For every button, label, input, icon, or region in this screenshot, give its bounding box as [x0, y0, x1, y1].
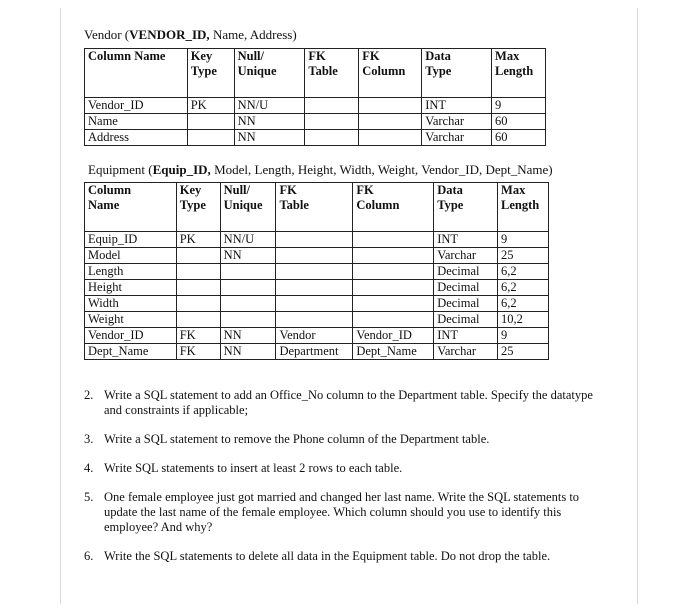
- table-row: [85, 328, 549, 344]
- question-text: One female employee just got married and changed her last name. Write the SQL statements to update the last name of the female employee. Which column should you use to identify this employee? And why?: [104, 490, 580, 534]
- table-cell: INT: [422, 98, 492, 114]
- table-cell: Name: [85, 114, 188, 130]
- table-cell: Decimal: [434, 280, 498, 296]
- table-cell: INT: [434, 328, 498, 344]
- table-row: [85, 312, 549, 328]
- table-row: [85, 280, 549, 296]
- table-cell: [276, 264, 353, 280]
- table-cell: NN: [220, 328, 276, 344]
- table-cell: [220, 280, 276, 296]
- table-cell: FK: [176, 344, 220, 360]
- table-cell: Decimal: [434, 312, 498, 328]
- table-cell: Decimal: [434, 296, 498, 312]
- table-cell: Varchar: [434, 344, 498, 360]
- question-text: Write the SQL statements to delete all data in the Equipment table. Do not drop the table.: [104, 549, 551, 563]
- question-list: [84, 388, 604, 578]
- question-text: Write a SQL statement to remove the Phone column of the Department table.: [104, 432, 490, 446]
- table-row: [85, 248, 549, 264]
- table-cell: 60: [492, 130, 546, 146]
- question-number: 5.: [84, 490, 94, 504]
- table-cell: Varchar: [422, 114, 492, 130]
- vendor-header-row: [85, 49, 546, 98]
- table-cell: Length: [85, 264, 177, 280]
- equipment-title-rest: Model, Length, Height, Width, Weight, Vendor_ID, Dept_Name): [214, 162, 553, 177]
- table-cell: [176, 312, 220, 328]
- table-cell: Equip_ID: [85, 232, 177, 248]
- table-row: [85, 264, 549, 280]
- table-cell: NN: [220, 344, 276, 360]
- table-cell: [187, 114, 234, 130]
- header-cell: Max Length: [498, 183, 549, 232]
- table-cell: 25: [498, 344, 549, 360]
- table-cell: Dept_Name: [85, 344, 177, 360]
- table-cell: [187, 130, 234, 146]
- header-cell: Data Type: [434, 183, 498, 232]
- table-cell: 9: [492, 98, 546, 114]
- table-cell: 6,2: [498, 264, 549, 280]
- table-row: [85, 344, 549, 360]
- question-number: 2.: [84, 388, 94, 402]
- table-cell: Vendor_ID: [85, 328, 177, 344]
- table-cell: [353, 264, 434, 280]
- table-cell: [305, 98, 359, 114]
- table-cell: [353, 280, 434, 296]
- table-cell: Height: [85, 280, 177, 296]
- table-row: [85, 114, 546, 130]
- question-item: [84, 388, 604, 418]
- table-cell: [305, 114, 359, 130]
- table-cell: [276, 312, 353, 328]
- table-cell: [359, 130, 422, 146]
- table-cell: NN: [234, 130, 305, 146]
- header-cell: Null/ Unique: [220, 183, 276, 232]
- table-cell: [353, 248, 434, 264]
- table-cell: [176, 248, 220, 264]
- table-cell: [353, 296, 434, 312]
- question-text: Write SQL statements to insert at least 2 rows to each table.: [104, 461, 403, 475]
- header-cell: Key Type: [187, 49, 234, 98]
- table-cell: Varchar: [434, 248, 498, 264]
- table-cell: [276, 280, 353, 296]
- table-cell: FK: [176, 328, 220, 344]
- question-item: [84, 549, 604, 564]
- table-cell: [176, 296, 220, 312]
- question-number: 6.: [84, 549, 94, 563]
- table-cell: Decimal: [434, 264, 498, 280]
- table-cell: INT: [434, 232, 498, 248]
- question-item: [84, 432, 604, 447]
- equipment-header-row: [85, 183, 549, 232]
- table-cell: [176, 264, 220, 280]
- header-cell: Key Type: [176, 183, 220, 232]
- table-row: [85, 98, 546, 114]
- table-cell: 10,2: [498, 312, 549, 328]
- question-item: [84, 490, 604, 535]
- table-cell: Model: [85, 248, 177, 264]
- vendor-title-name: Vendor: [84, 27, 122, 42]
- vendor-heading: Vendor (VENDOR_ID, Name, Address): [84, 27, 297, 42]
- table-cell: [359, 114, 422, 130]
- question-item: [84, 461, 604, 476]
- table-cell: [305, 130, 359, 146]
- table-cell: NN: [234, 114, 305, 130]
- vendor-table: [84, 48, 546, 146]
- table-cell: NN: [220, 248, 276, 264]
- table-cell: Weight: [85, 312, 177, 328]
- header-cell: Column Name: [85, 49, 188, 98]
- table-cell: [176, 280, 220, 296]
- equipment-table: [84, 182, 549, 360]
- table-row: [85, 232, 549, 248]
- table-cell: 25: [498, 248, 549, 264]
- vendor-title-rest: Name, Address): [212, 27, 297, 42]
- table-cell: [353, 312, 434, 328]
- equipment-title-key: Equip_ID,: [152, 162, 211, 177]
- table-cell: Vendor_ID: [353, 328, 434, 344]
- table-cell: 60: [492, 114, 546, 130]
- vendor-title-key: VENDOR_ID,: [129, 27, 210, 42]
- table-cell: [220, 296, 276, 312]
- header-cell: Column Name: [85, 183, 177, 232]
- table-cell: Department: [276, 344, 353, 360]
- table-cell: Varchar: [422, 130, 492, 146]
- equipment-title-name: Equipment: [88, 162, 146, 177]
- header-cell: Data Type: [422, 49, 492, 98]
- header-cell: Max Length: [492, 49, 546, 98]
- header-cell: FK Column: [359, 49, 422, 98]
- table-cell: 6,2: [498, 296, 549, 312]
- table-cell: 6,2: [498, 280, 549, 296]
- table-cell: PK: [176, 232, 220, 248]
- table-cell: [276, 296, 353, 312]
- table-cell: PK: [187, 98, 234, 114]
- header-cell: FK Table: [305, 49, 359, 98]
- question-text: Write a SQL statement to add an Office_No column to the Department table. Specify the datatype and constraints if applicable;: [104, 388, 593, 417]
- table-row: [85, 296, 549, 312]
- equipment-heading: Equipment (Equip_ID, Model, Length, Height, Width, Weight, Vendor_ID, Dept_Name): [88, 162, 553, 177]
- table-cell: 9: [498, 328, 549, 344]
- header-cell: FK Column: [353, 183, 434, 232]
- table-cell: [359, 98, 422, 114]
- table-cell: Vendor: [276, 328, 353, 344]
- table-cell: [353, 232, 434, 248]
- question-number: 4.: [84, 461, 94, 475]
- table-cell: NN/U: [220, 232, 276, 248]
- table-cell: [276, 248, 353, 264]
- header-cell: FK Table: [276, 183, 353, 232]
- header-cell: Null/ Unique: [234, 49, 305, 98]
- table-cell: Dept_Name: [353, 344, 434, 360]
- question-number: 3.: [84, 432, 94, 446]
- table-cell: NN/U: [234, 98, 305, 114]
- table-cell: [220, 264, 276, 280]
- table-cell: [220, 312, 276, 328]
- table-row: [85, 130, 546, 146]
- table-cell: Vendor_ID: [85, 98, 188, 114]
- table-cell: 9: [498, 232, 549, 248]
- table-cell: [276, 232, 353, 248]
- table-cell: Address: [85, 130, 188, 146]
- table-cell: Width: [85, 296, 177, 312]
